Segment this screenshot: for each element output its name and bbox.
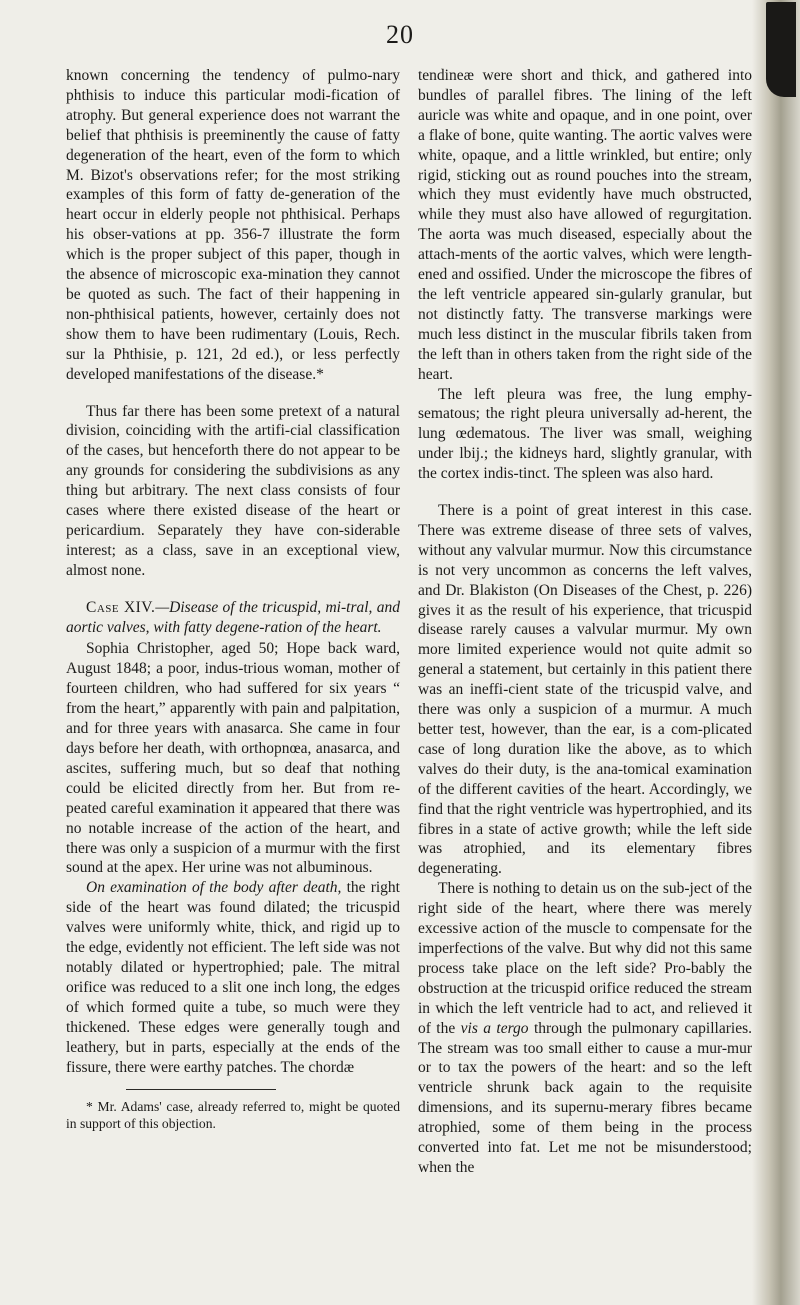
- case-title: —Disease of the tricuspid, mi-tral, and aortic valves, with fatty degene-ration of the heart.: [66, 598, 400, 636]
- paragraph: Sophia Christopher, aged 50; Hope back ward, August 1848; a poor, indus-trious woman, mother of fourteen children, who had suffered for six years “ from the heart,” apparently with pain and palpitation, and for three years with anasarca. She came in four days before her death, with orthopnœa, anasarca, and ascites, suffering much, but so deaf that nothing could be elicited directly from her. But from re-peated careful examination it appeared that there was no notable increase of the action of the heart, and there was only a suspicion of a murmur with the first sound at the apex. Her urine was not albuminous.: [66, 640, 400, 877]
- paragraph-text: the right side of the heart was found dilated; the tricuspid valves were uniformly white, thick, and rigid up to the edge, evidently not efficient. The left side was not notably dilated or hypertrophied; pale. The mitral orifice was reduced to a slit one inch long, the edges of which formed quite a tube, so much were they thickened. These edges were generally tough and leathery, but in parts, especially at the ends of the fissure, there were earthy patches. The chordæ: [66, 879, 400, 1076]
- paragraph: [418, 879, 752, 1178]
- case-heading: [66, 598, 400, 638]
- left-column: [66, 66, 400, 1132]
- page-number: 20: [386, 20, 414, 49]
- latin-phrase: vis a tergo: [460, 1019, 529, 1037]
- paragraph: The left pleura was free, the lung emphy-sematous; the right pleura universally ad-herent, the lung œdematous. The liver was small, weighing under lbij.; the kidneys hard, slightly granular, with the cortex indis-tinct. The spleen was also hard.: [418, 385, 752, 483]
- exam-lead: On examination of the body after death,: [86, 879, 342, 897]
- right-column: [418, 66, 752, 1178]
- paragraph-text: There is nothing to detain us on the sub-ject of the right side of the heart, where there was merely excessive action of the muscle to compensate for the imperfections of the valve. But why did not this same process take place on the left side? Pro-bably the obstruction at the tricuspid orifice reduced the stream in which the left ventricle had to act, and relieved it of the: [418, 880, 752, 1037]
- case-label: Case XIV.: [86, 598, 156, 616]
- paragraph: Thus far there has been some pretext of a natural division, coinciding with the artifi-cial classification of the cases, but henceforth there do not appear to be any grounds for considering the subdivisions as any thing but arbitrary. The next class consists of four cases where there existed disease of the heart or pericardium. Separately they have con-siderable interest; as a class, save in an exceptional view, almost none.: [66, 402, 400, 579]
- paragraph: tendineæ were short and thick, and gathered into bundles of parallel fibres. The lining of the left auricle was white and opaque, and in one point, over a flake of bone, quite wanting. The aortic valves were white, opaque, and a little wrinkled, but entire; only rigid, sticking out as round pouches into the stream, which they must evidently have much obstructed, while they must also have allowed of regurgitation. The aorta was much diseased, especially about the attach-ments of the aortic valves, which were length-ened and ossified. Under the microscope the fibres of the left ventricle appeared sin-gularly granular, but not distinctly fatty. The transverse markings were much less distinct in the muscular fibrils taken from the left than in others taken from the right side of the heart.: [418, 67, 752, 383]
- paragraph: [66, 878, 400, 1077]
- paragraph: There is a point of great interest in this case. There was extreme disease of three sets of valves, without any valvular murmur. Now this circumstance is not very uncommon as concerns the left valves, and Dr. Blakiston (On Diseases of the Chest, p. 226) gives it as the result of his experience, that tricuspid disease rarely causes a valvular murmur. My own more limited experience would not quite admit so general a statement, but certainly in this patient there was an ineffi-cient state of the tricuspid valve, and there was only a suspicion of a murmur. A much better test, however, than the ear, is a com-plicated case of long duration like the above, as to which valves do their duty, is the ana-tomical examination of the different cavities of the heart. Accordingly, we find that the right ventricle was hypertrophied, and its fibres in a state of active growth; while the left side was atrophied, and its elementary fibres degenerating.: [418, 502, 752, 878]
- footnote-rule: [126, 1089, 276, 1090]
- paragraph-text: through the pulmonary capillaries. The stream was too small either to cause a mur-mur or to tax the powers of the heart: and so the left ventricle shrunk back again to the requisite dimensions, and its supernu-merary fibres became atrophied, some of them being in the process converted into fat. Let me not be misunderstood; when the: [418, 1019, 752, 1176]
- page-edge-shadow: [766, 2, 796, 97]
- paragraph: known concerning the tendency of pulmo-nary phthisis to induce this particular modi-fication of atrophy. But general experience does not warrant the belief that phthisis is preeminently the cause of fatty degeneration of the heart, even of the form to which M. Bizot's observations refer; for the most striking examples of this form of fatty de-generation of the heart occur in elderly people not phthisical. Perhaps his obser-vations at pp. 356-7 illustrate the form which is the proper subject of this paper, though in the absence of microscopic exa-mination they cannot be quoted as such. The fact of their happening in non-phthisical patients, however, certainly does not show them to have been rudimentary (Louis, Rech. sur la Phthisie, p. 121, 2d ed.), or less perfectly developed manifestations of the disease.*: [66, 67, 400, 383]
- footnote: * Mr. Adams' case, already referred to, might be quoted in support of this objection.: [66, 1099, 400, 1132]
- page-edge: [752, 0, 800, 1305]
